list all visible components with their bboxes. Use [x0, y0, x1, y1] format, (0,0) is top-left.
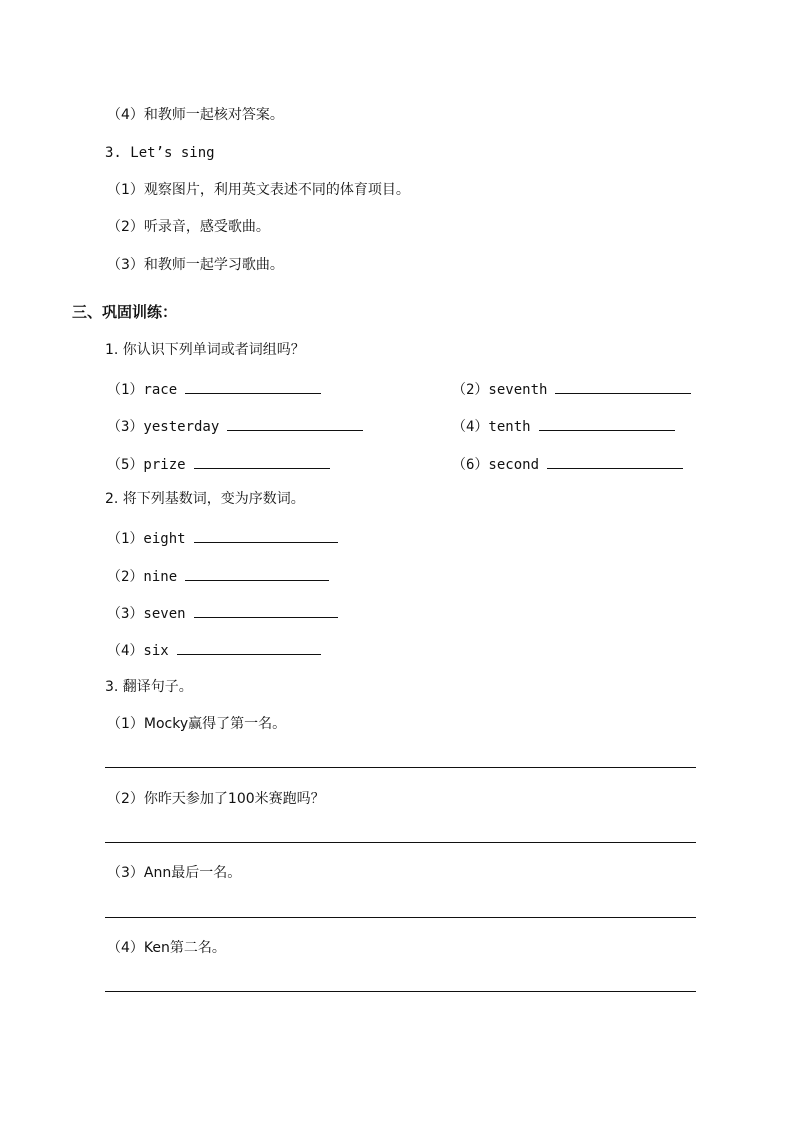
answer-line[interactable] — [105, 767, 696, 768]
q3-sentence-2: （2）你昨天参加了100米赛跑吗？ — [107, 791, 325, 807]
answer-line[interactable] — [105, 991, 696, 992]
activity-item-check-answers: （4）和教师一起核对答案。 — [107, 107, 284, 123]
question-1-title: 1. 你认识下列单词或者词组吗？ — [105, 342, 305, 358]
sing-item-3: （3）和教师一起学习歌曲。 — [107, 257, 284, 273]
question-3-title: 3. 翻译句子。 — [105, 679, 193, 695]
q3-sentence-4: （4）Ken第二名。 — [107, 940, 226, 956]
q2-item-label: （4）six — [107, 643, 169, 659]
q2-item-label: （3）seven — [107, 606, 186, 622]
q1-item-second — [452, 454, 683, 474]
q1-item-tenth — [452, 416, 675, 436]
q3-sentence-1: （1）Mocky赢得了第一名。 — [107, 716, 287, 732]
sing-item-2: （2）听录音，感受歌曲。 — [107, 219, 270, 235]
q1-item-seventh — [452, 379, 691, 399]
q1-item-label: （5）prize — [107, 457, 186, 473]
q3-sentence-3: （3）Ann最后一名。 — [107, 865, 242, 881]
q1-item-label: （1）race — [107, 382, 178, 398]
q2-item-label: （2）nine — [107, 569, 178, 585]
q2-item-six — [107, 640, 321, 660]
q1-item-label: （4）tenth — [452, 419, 531, 435]
answer-blank[interactable] — [555, 379, 691, 394]
q1-item-label: （6）second — [452, 457, 540, 473]
answer-blank[interactable] — [194, 528, 338, 543]
q1-item-race — [107, 379, 321, 399]
q2-item-seven — [107, 603, 338, 623]
q1-item-prize — [107, 454, 330, 474]
question-2-title: 2. 将下列基数词，变为序数词。 — [105, 491, 305, 507]
q1-item-yesterday — [107, 416, 363, 436]
answer-blank[interactable] — [177, 640, 321, 655]
answer-blank[interactable] — [185, 379, 321, 394]
q2-item-eight — [107, 528, 338, 548]
section-heading-practice: 三、巩固训练： — [72, 303, 178, 321]
answer-blank[interactable] — [547, 454, 683, 469]
answer-line[interactable] — [105, 842, 696, 843]
q1-item-label: （2）seventh — [452, 382, 548, 398]
answer-line[interactable] — [105, 917, 696, 918]
sing-item-1: （1）观察图片，利用英文表述不同的体育项目。 — [107, 182, 410, 198]
answer-blank[interactable] — [194, 603, 338, 618]
answer-blank[interactable] — [227, 416, 363, 431]
answer-blank[interactable] — [194, 454, 330, 469]
q1-item-label: （3）yesterday — [107, 419, 220, 435]
subheading-lets-sing: 3. Let’s sing — [105, 145, 215, 161]
q2-item-nine — [107, 566, 329, 586]
answer-blank[interactable] — [185, 566, 329, 581]
answer-blank[interactable] — [539, 416, 675, 431]
q2-item-label: （1）eight — [107, 531, 186, 547]
